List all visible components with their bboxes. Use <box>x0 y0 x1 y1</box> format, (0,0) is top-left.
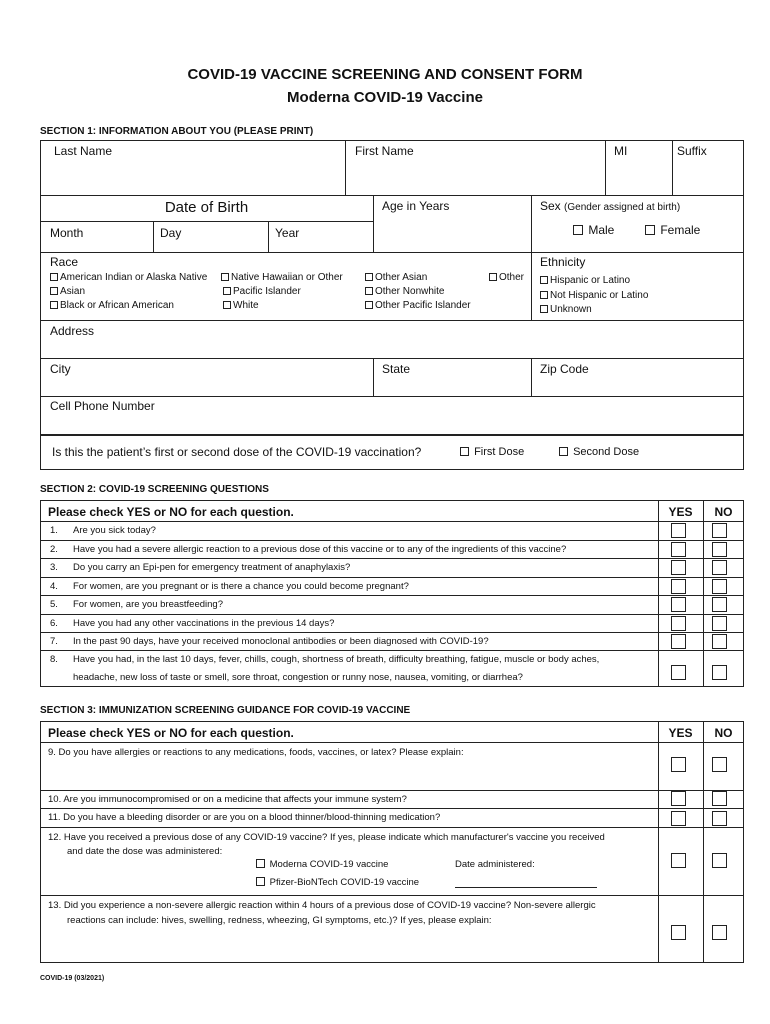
dob-label: Date of Birth <box>164 199 249 216</box>
first-dose-option[interactable]: First Dose <box>460 446 524 458</box>
question-number: 5. <box>50 599 58 610</box>
question-6: Have you had any other vaccinations in the previous 14 days? <box>73 618 335 629</box>
section3-yes-header: YES <box>668 726 693 740</box>
male-checkbox[interactable] <box>573 225 583 235</box>
form-footer: COVID-19 (03/2021) <box>40 975 105 982</box>
q13-no-checkbox[interactable] <box>712 925 727 940</box>
section2-yes-header: YES <box>668 505 693 519</box>
question-4: For women, are you pregnant or is there a chance you could become pregnant? <box>73 581 409 592</box>
section2-no-header: NO <box>714 505 733 519</box>
question-number: 6. <box>50 618 58 629</box>
question-8: Have you had, in the last 10 days, fever, chills, cough, shortness of breath, difficulty breathing, fatigue, muscle or body aches, <box>73 654 600 665</box>
section2-heading: SECTION 2: COVID-19 SCREENING QUESTIONS <box>40 484 269 495</box>
q6-no-checkbox[interactable] <box>712 616 727 631</box>
q2-no-checkbox[interactable] <box>712 542 727 557</box>
second-dose-option[interactable]: Second Dose <box>559 446 639 458</box>
question-9: 9. Do you have allergies or reactions to any medications, foods, vaccines, or latex? Please explain: <box>48 747 464 758</box>
q4-no-checkbox[interactable] <box>712 579 727 594</box>
q9-no-checkbox[interactable] <box>712 757 727 772</box>
q13-yes-checkbox[interactable] <box>671 925 686 940</box>
race-other-pacific[interactable]: Other Pacific Islander <box>365 300 471 311</box>
month-label: Month <box>50 226 84 240</box>
q5-yes-checkbox[interactable] <box>671 597 686 612</box>
sex-label: Sex (Gender assigned at birth) <box>540 199 681 213</box>
question-5: For women, are you breastfeeding? <box>73 599 223 610</box>
section3-instruction: Please check YES or NO for each question. <box>48 726 294 740</box>
q2-yes-checkbox[interactable] <box>671 542 686 557</box>
q12-no-checkbox[interactable] <box>712 853 727 868</box>
q5-no-checkbox[interactable] <box>712 597 727 612</box>
q4-yes-checkbox[interactable] <box>671 579 686 594</box>
form-title: COVID-19 VACCINE SCREENING AND CONSENT FORM <box>187 66 583 83</box>
question-13-cont: reactions can include: hives, swelling, redness, wheezing, GI symptoms, etc.)? If yes, please explain: <box>67 915 492 926</box>
question-8-cont: headache, new loss of taste or smell, sore throat, congestion or runny nose, nausea, vomiting, or diarrhea? <box>73 672 523 683</box>
moderna-option[interactable]: Moderna COVID-19 vaccine <box>256 859 388 870</box>
question-number: 1. <box>50 525 58 536</box>
first-name-label: First Name <box>355 144 414 158</box>
q3-yes-checkbox[interactable] <box>671 560 686 575</box>
year-label: Year <box>275 226 300 240</box>
female-checkbox[interactable] <box>645 225 655 235</box>
race-other[interactable]: Other <box>489 272 524 283</box>
q9-yes-checkbox[interactable] <box>671 757 686 772</box>
section3-no-header: NO <box>714 726 733 740</box>
question-3: Do you carry an Epi-pen for emergency treatment of anaphylaxis? <box>73 562 351 573</box>
pfizer-option[interactable]: Pfizer-BioNTech COVID-19 vaccine <box>256 877 419 888</box>
date-administered-label: Date administered: <box>455 859 535 870</box>
ethnicity-unknown[interactable]: Unknown <box>540 304 592 315</box>
question-10: 10. Are you immunocompromised or on a medicine that affects your immune system? <box>48 794 407 805</box>
q7-yes-checkbox[interactable] <box>671 634 686 649</box>
q11-yes-checkbox[interactable] <box>671 811 686 826</box>
q10-yes-checkbox[interactable] <box>671 791 686 806</box>
male-option[interactable]: Male <box>573 223 614 237</box>
race-other-nonwhite[interactable]: Other Nonwhite <box>365 286 444 297</box>
q8-yes-checkbox[interactable] <box>671 665 686 680</box>
city-label: City <box>50 362 71 376</box>
question-1: Are you sick today? <box>73 525 156 536</box>
question-13: 13. Did you experience a non-severe allergic reaction within 4 hours of a previous dose of COVID-19 vaccine? Non-severe allergic <box>48 900 596 911</box>
question-2: Have you had a severe allergic reaction to a previous dose of this vaccine or to any of the ingredients of this vaccine? <box>73 544 567 555</box>
q10-no-checkbox[interactable] <box>712 791 727 806</box>
question-7: In the past 90 days, have your received monoclonal antibodies or been diagnosed with COVID-19? <box>73 636 489 647</box>
q3-no-checkbox[interactable] <box>712 560 727 575</box>
suffix-label: Suffix <box>677 144 707 158</box>
question-number: 8. <box>50 654 58 665</box>
last-name-label: Last Name <box>54 144 113 158</box>
question-number: 4. <box>50 581 58 592</box>
question-number: 2. <box>50 544 58 555</box>
ethnicity-label: Ethnicity <box>540 255 586 269</box>
cell-phone-label: Cell Phone Number <box>50 399 155 413</box>
race-white[interactable]: White <box>223 300 259 311</box>
ethnicity-hispanic[interactable]: Hispanic or Latino <box>540 275 630 286</box>
race-american-indian[interactable]: American Indian or Alaska Native <box>50 272 207 283</box>
day-label: Day <box>160 226 182 240</box>
q1-no-checkbox[interactable] <box>712 523 727 538</box>
race-native-hawaiian[interactable]: Native Hawaiian or Other <box>221 272 343 283</box>
address-label: Address <box>50 324 95 338</box>
q7-no-checkbox[interactable] <box>712 634 727 649</box>
q6-yes-checkbox[interactable] <box>671 616 686 631</box>
age-label: Age in Years <box>382 199 450 213</box>
date-administered-line[interactable] <box>455 887 597 888</box>
question-12: 12. Have you received a previous dose of any COVID-19 vaccine? If yes, please indicate which manufacturer's vaccine you received <box>48 832 605 843</box>
mi-label: MI <box>614 144 628 158</box>
race-label: Race <box>50 255 79 269</box>
section3-heading: SECTION 3: IMMUNIZATION SCREENING GUIDANCE FOR COVID-19 VACCINE <box>40 705 411 716</box>
q12-yes-checkbox[interactable] <box>671 853 686 868</box>
ethnicity-not-hispanic[interactable]: Not Hispanic or Latino <box>540 290 648 301</box>
female-option[interactable]: Female <box>645 223 700 237</box>
q11-no-checkbox[interactable] <box>712 811 727 826</box>
race-other-asian[interactable]: Other Asian <box>365 272 427 283</box>
q1-yes-checkbox[interactable] <box>671 523 686 538</box>
section2-instruction: Please check YES or NO for each question. <box>48 505 294 519</box>
race-pacific-islander[interactable]: Pacific Islander <box>223 286 301 297</box>
form-subtitle: Moderna COVID-19 Vaccine <box>287 89 483 106</box>
question-number: 3. <box>50 562 58 573</box>
question-12-cont: and date the dose was administered: <box>67 846 223 857</box>
race-asian[interactable]: Asian <box>50 286 85 297</box>
state-label: State <box>382 362 411 376</box>
race-black[interactable]: Black or African American <box>50 300 174 311</box>
question-11: 11. Do you have a bleeding disorder or are you on a blood thinner/blood-thinning medication? <box>48 812 441 823</box>
dose-question: Is this the patient’s first or second dose of the COVID-19 vaccination? <box>52 445 422 459</box>
q8-no-checkbox[interactable] <box>712 665 727 680</box>
zip-label: Zip Code <box>540 362 589 376</box>
section1-heading: SECTION 1: INFORMATION ABOUT YOU (PLEASE PRINT) <box>40 126 314 137</box>
question-number: 7. <box>50 636 58 647</box>
